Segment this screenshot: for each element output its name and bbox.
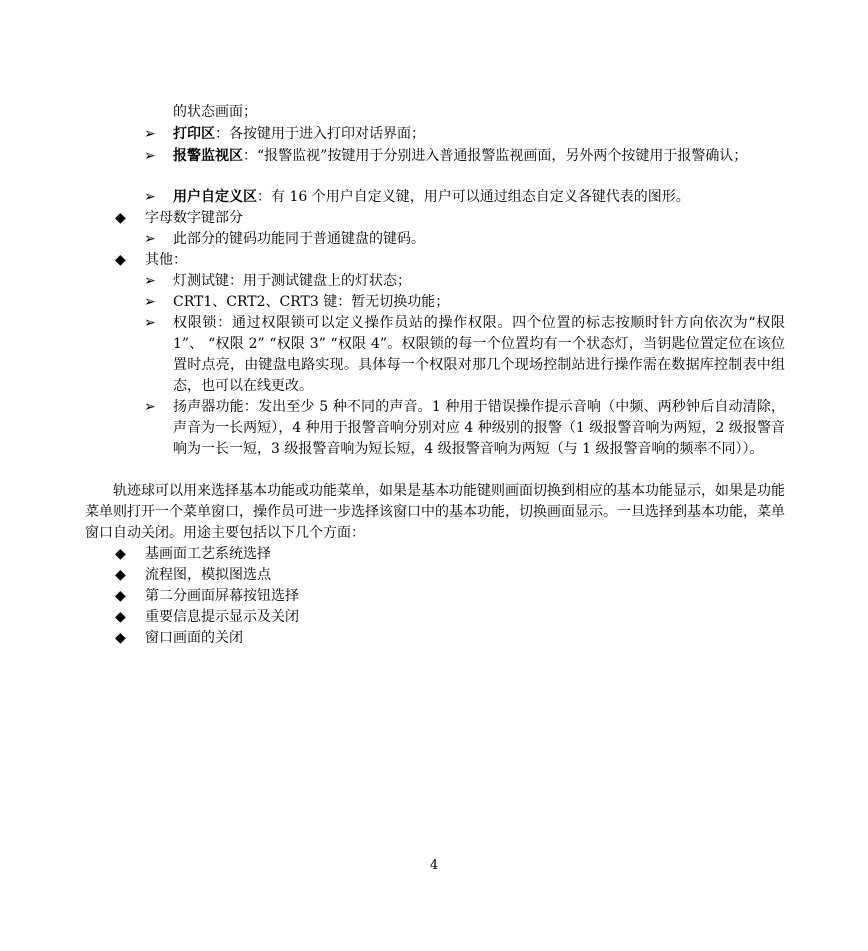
list-item-print-zone xyxy=(173,124,425,144)
arrow-bullet-icon: ➢ xyxy=(144,315,156,331)
list-item: 重要信息提示显示及关闭 xyxy=(145,609,299,625)
list-item-user-zone xyxy=(173,187,690,207)
arrow-bullet-icon: ➢ xyxy=(144,273,156,289)
list-item: 流程图，模拟图选点 xyxy=(145,567,271,583)
diamond-bullet-icon: ◆ xyxy=(115,630,126,646)
list-item-alarm-zone xyxy=(173,146,785,167)
page-number: 4 xyxy=(429,858,439,873)
list-item: 窗口画面的关闭 xyxy=(145,630,243,646)
diamond-bullet-icon: ◆ xyxy=(115,546,126,562)
section-title-other: 其他： xyxy=(145,252,187,268)
diamond-bullet-icon: ◆ xyxy=(115,588,126,604)
item-text: ：有 16 个用户自定义键，用户可以通过组态自定义各键代表的图形。 xyxy=(257,189,690,205)
arrow-bullet-icon: ➢ xyxy=(144,189,156,205)
list-item: 此部分的键码功能同于普通键盘的键码。 xyxy=(173,231,425,247)
arrow-bullet-icon: ➢ xyxy=(144,399,156,415)
item-title: 报警监视区 xyxy=(173,148,243,164)
arrow-bullet-icon: ➢ xyxy=(144,148,156,164)
list-item: 灯测试键：用于测试键盘上的灯状态； xyxy=(173,273,411,289)
list-item: 第二分画面屏幕按钮选择 xyxy=(145,588,299,604)
arrow-bullet-icon: ➢ xyxy=(144,126,156,142)
item-title: 用户自定义区 xyxy=(173,189,257,205)
diamond-bullet-icon: ◆ xyxy=(115,567,126,583)
list-item: 基画面工艺系统选择 xyxy=(145,546,271,562)
list-item: CRT1、CRT2、CRT3 键：暂无切换功能； xyxy=(173,294,450,310)
list-item: 权限锁：通过权限锁可以定义操作员站的操作权限。四个位置的标志按顺时针方向依次为“权限 1”、 “权限 2” “权限 3” “权限 4”。权限锁的每一个位置均有一个状态灯，当钥匙位置定位在该位置时点亮，由键盘电路实现。具体每一个权限对那几个现场控制站进行操作需在数据库控制表中组态，也可以在线更改。 xyxy=(173,315,785,394)
item-title: 打印区 xyxy=(173,126,215,142)
diamond-bullet-icon: ◆ xyxy=(115,609,126,625)
body-paragraph: 轨迹球可以用来选择基本功能或功能菜单，如果是基本功能键则画面切换到相应的基本功能显示，如果是功能菜单则打开一个菜单窗口，操作员可进一步选择该窗口中的基本功能，切换画面显示。一旦选择到基本功能，菜单窗口自动关闭。用途主要包括以下几个方面： xyxy=(85,483,785,541)
arrow-bullet-icon: ➢ xyxy=(144,294,156,310)
list-item: 扬声器功能：发出至少 5 种不同的声音。1 种用于错误操作提示音响（中频、两秒钟后自动清除，声音为一长两短），4 种用于报警音响分别对应 4 种级别的报警（1 级报警音响为两短，2 级报警音响为一长一短，3 级报警音响为短长短，4 级报警音响为两短（与 1 级报警音响的频率不同））。 xyxy=(173,399,785,457)
section-title-alnum: 字母数字键部分 xyxy=(145,210,243,226)
item-text: ：各按键用于进入打印对话界面； xyxy=(215,126,425,142)
item-text: ：“报警监视”按键用于分别进入普通报警监视画面，另外两个按键用于报警确认； xyxy=(243,148,748,164)
diamond-bullet-icon: ◆ xyxy=(115,252,126,268)
arrow-bullet-icon: ➢ xyxy=(144,231,156,247)
diamond-bullet-icon: ◆ xyxy=(115,210,126,226)
continued-line: 的状态画面； xyxy=(173,104,257,120)
